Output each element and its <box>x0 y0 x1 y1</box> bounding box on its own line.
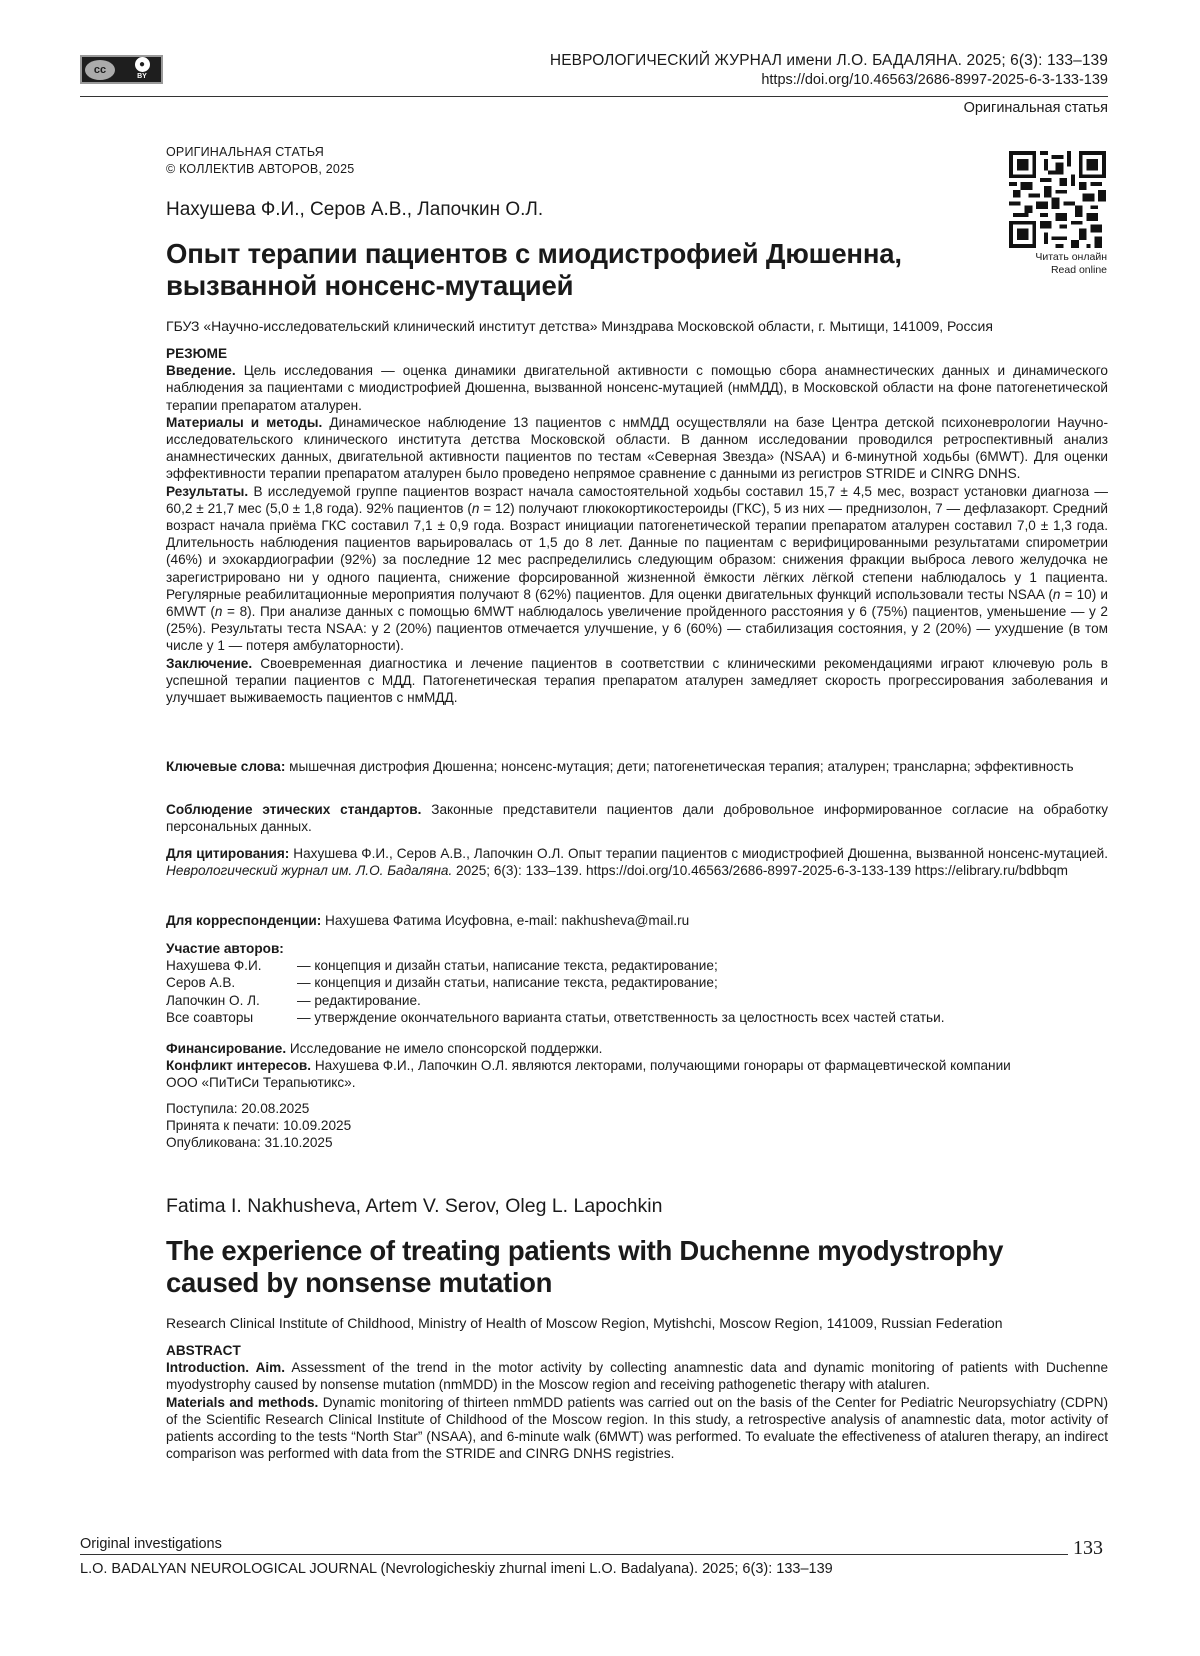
authors-en: Fatima I. Nakhusheva, Artem V. Serov, Oleg L. Lapochkin <box>166 1195 663 1217</box>
resume-ru <box>166 345 1108 706</box>
resume-conclusion: Заключение. Своевременная диагностика и лечение пациентов в соответствии с клиническими рекомендациями играют ключевую роль в успешной терапии пациентов с МДД. Патогенетическая терапия препаратом аталурен замедляет скорость прогрессирования заболевания и улучшает выживаемость пациентов с нмМДД. <box>166 655 1109 706</box>
contribution-row: Все соавторы — утверждение окончательного варианта статьи, ответственность за целостность всех частей статьи. <box>166 1009 945 1025</box>
contribution-row: Серов А.В. — концепция и дизайн статьи, написание текста, редактирование; <box>166 975 718 991</box>
page-number: 133 <box>1073 1537 1103 1559</box>
affiliation-ru: ГБУЗ «Научно-исследовательский клинический институт детства» Минздрава Московской области, г. Мытищи, 141009, Россия <box>166 318 993 334</box>
authors-ru: Нахушева Ф.И., Серов А.В., Лапочкин О.Л. <box>166 199 544 220</box>
author-contributions: Участие авторов: Нахушева Ф.И. — концепция и дизайн статьи, написание текста, редактирование; Серов А.В. — концепция и дизайн статьи, написание текста, редактирование; Лапочкин О. Л. — редактирование. Все соавторы — утверждение окончательного варианта статьи, ответственность за целостность всех частей статьи. <box>166 940 1108 1026</box>
qr-caption: Читать онлайн Read online <box>1035 251 1107 276</box>
qr-code-icon[interactable] <box>1009 151 1106 248</box>
dates <box>166 1100 1108 1152</box>
copyright: © КОЛЛЕКТИВ АВТОРОВ, 2025 <box>166 162 355 176</box>
header-divider <box>80 96 1108 97</box>
article-type: Оригинальная статья <box>963 100 1108 116</box>
person-icon: ● <box>135 57 150 72</box>
published-date: Опубликована: 31.10.2025 <box>166 1135 333 1151</box>
correspondence-ru: Для корреспонденции: Нахушева Фатима Исуфовна, e-mail: nakhusheva@mail.ru <box>166 913 690 928</box>
footer-divider <box>80 1554 1068 1555</box>
conflict-of-interest: Конфликт интересов. Нахушева Ф.И., Лапочкин О.Л. являются лекторами, получающими гонорары от фармацевтической компании ООО «ПиТиСи Терапьютикс». <box>166 1058 1011 1091</box>
doi-link[interactable]: https://doi.org/10.46563/2686-8997-2025-6-3-133-139 <box>761 72 1108 88</box>
contribution-row: Лапочкин О. Л. — редактирование. <box>166 992 421 1008</box>
citation-links[interactable]: 2025; 6(3): 133–139. https://doi.org/10.46563/2686-8997-2025-6-3-133-139 https://elibrary.ru/bdbbqm <box>456 863 1068 879</box>
funding-conflict <box>166 1040 1016 1092</box>
abstract-methods: Materials and methods. Dynamic monitoring of thirteen nmMDD patients was carried out on the basis of the Center for Pediatric Neuropsychiatry (CDPN) of the Scientific Research Clinical Institute of Childhood of the Moscow region. In this study, a retrospective analysis of anamnestic data, motor activity of patients according to the tests “North Star” (NSAA), and 6-minute walk (6MWT) was performed. To evaluate the effectiveness of ataluren therapy, an indirect comparison was performed with data from the STRIDE and CINRG DNHS registries. <box>166 1394 1109 1462</box>
accepted-date: Принята к печати: 10.09.2025 <box>166 1118 352 1134</box>
resume-heading: РЕЗЮМЕ <box>166 346 228 361</box>
resume-results: Результаты. В исследуемой группе пациентов возраст начала самостоятельной ходьбы составил 15,7 ± 4,5 мес, возраст установки диагноза — 60,2 ± 21,7 мес (5,0 ± 1,8 года). 92% пациентов (n = 12) получают глюкокортикостероиды (ГКС), 5 из них — преднизолон, 7 — дефлазакорт. Средний возраст начала приёма ГКС составил 7,1 ± 0,9 года. Возраст инициации патогенетической терапии препаратом аталурен составил 7,0 ± 1,3 года. Длительность наблюдения пациентов варьировалась от 1,5 до 8 лет. Данные по пациентам с верифицированными результатами спирометрии (46%) и эхокардиографии (92%) за последние 12 мес распределились следующим образом: снижения фракции выброса левого желудочка не зарегистрировано ни у одного пациента, снижение форсированной жизненной ёмкости лёгких лёгкой степени наблюдалось у 1 пациента. Регулярные реабилитационные мероприятия получают 8 (62%) пациентов. Для оценки двигательных функций использовали тесты NSAA (n = 10) и 6MWT (n = 8). При анализе данных с помощью 6MWT наблюдалось увеличение пройденного расстояния у 6 (75%) пациентов, уменьшение — у 2 (25%). Результаты теста NSAA: у 2 (20%) пациентов отмечается улучшение, у 6 (60%) — стабилизация состояния, у 2 (20%) — ухудшение (в том числе у 1 — потеря амбулаторности). <box>166 483 1109 654</box>
keywords-ru: Ключевые слова: мышечная дистрофия Дюшенна; нонсенс-мутация; дети; патогенетическая терапия; аталурен; трансларна; эффективность <box>166 759 1074 774</box>
footer-section: Original investigations <box>80 1536 222 1552</box>
received-date: Поступила: 20.08.2025 <box>166 1101 310 1116</box>
cc-by-license-badge <box>80 55 163 84</box>
by-icon: ● BY <box>123 57 161 82</box>
citation-ru: Для цитирования: Нахушева Ф.И., Серов А.В., Лапочкин О.Л. Опыт терапии пациентов с миодистрофией Дюшенна, вызванной нонсенс-мутацией. Неврологический журнал им. Л.О. Бадаляна. 2025; 6(3): 133–139. https://doi.org/10.46563/2686-8997-2025-6-3-133-139 https://elibrary.ru/bdbbqm <box>166 846 1108 879</box>
footer-journal: L.O. BADALYAN NEUROLOGICAL JOURNAL (Nevrologicheskiy zhurnal imeni L.O. Badalyana). 2025; 6(3): 133–139 <box>80 1561 833 1577</box>
journal-title: НЕВРОЛОГИЧЕСКИЙ ЖУРНАЛ имени Л.О. БАДАЛЯНА. 2025; 6(3): 133–139 <box>549 52 1108 69</box>
resume-methods: Материалы и методы. Динамическое наблюдение 13 пациентов с нмМДД осуществляли на базе Центра детской психоневрологии Научно-исследовательского клинического института детства Московской области. В данном исследовании проводился ретроспективный анализ анамнестических данных, двигательной активности пациентов по тестам «Северная Звезда» (NSAA) и 6-минутной ходьбы (6MWT). Для оценки эффективности терапии препаратом аталурен было проведено непрямое сравнение с данными из регистров STRIDE и CINRG DNHS. <box>166 414 1109 482</box>
ethics-ru: Соблюдение этических стандартов. Законные представители пациентов дали добровольное информированное согласие на обработку персональных данных. <box>166 802 1109 835</box>
abstract-heading: ABSTRACT <box>166 1343 241 1358</box>
title-ru: Опыт терапии пациентов с миодистрофией Дюшенна, вызванной нонсенс-мутацией <box>166 238 902 301</box>
cc-icon: cc <box>85 60 115 80</box>
resume-introduction: Введение. Цель исследования — оценка динамики двигательной активности с помощью сбора анамнестических данных и динамического наблюдения за пациентами с миодистрофией Дюшенна, вызванной нонсенс-мутацией (нмМДД), в Московской области на фоне патогенетической терапии препаратом аталурен. <box>166 363 1108 413</box>
funding: Финансирование. Исследование не имело спонсорской поддержки. <box>166 1041 603 1056</box>
title-en: The experience of treating patients with Duchenne myodystrophy caused by nonsense mutation <box>166 1235 1004 1298</box>
abstract-introduction: Introduction. Aim. Assessment of the trend in the motor activity by collecting anamnestic data and dynamic monitoring of patients with Duchenne myodystrophy caused by nonsense mutation (nmMDD) in the Moscow region and receiving pathogenetic therapy with ataluren. <box>166 1360 1108 1393</box>
abstract-en <box>166 1342 1108 1462</box>
contribution-row: Нахушева Ф.И. — концепция и дизайн статьи, написание текста, редактирование; <box>166 958 718 974</box>
article-label: ОРИГИНАЛЬНАЯ СТАТЬЯ <box>166 145 325 159</box>
affiliation-en: Research Clinical Institute of Childhood, Ministry of Health of Moscow Region, Mytishchi, Moscow Region, 141009, Russian Federation <box>166 1315 1003 1331</box>
